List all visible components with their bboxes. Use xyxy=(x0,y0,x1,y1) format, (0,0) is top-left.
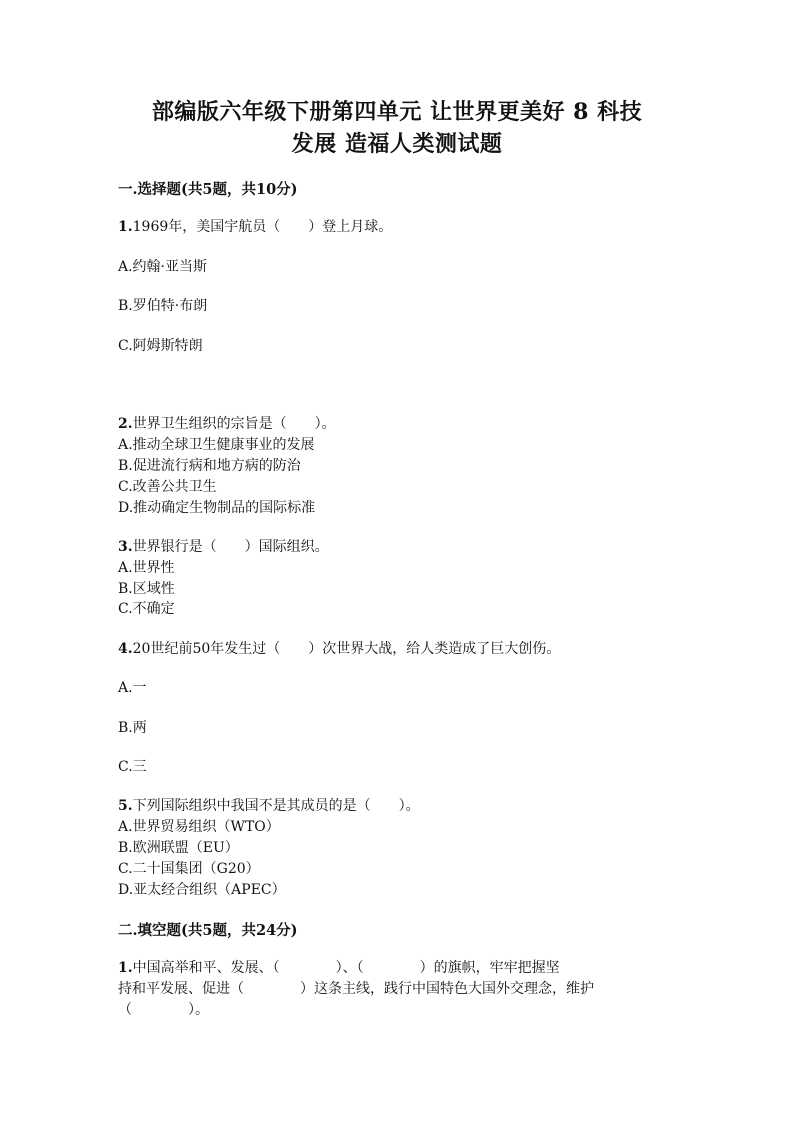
question-number: 2. xyxy=(118,416,133,432)
option-2a: A.推动全球卫生健康事业的发展 xyxy=(118,437,315,453)
option-4b: B.两 xyxy=(118,720,147,736)
option-3a: A.世界性 xyxy=(118,560,175,576)
option-5c: C.二十国集团（G20） xyxy=(118,861,260,877)
question-number: 1. xyxy=(118,960,133,976)
section-heading-fill-in: 二.填空题(共5题，共24分) xyxy=(118,922,298,939)
page-title-line-1: 部编版六年级下册第四单元 让世界更美好 8 科技 xyxy=(151,99,643,125)
option-1a: A.约翰·亚当斯 xyxy=(118,259,208,275)
option-1b: B.罗伯特·布朗 xyxy=(118,298,208,314)
section-heading-choice: 一.选择题(共5题，共10分) xyxy=(118,181,298,198)
fill-question-1-line-2: 持和平发展、促进（ ）这条主线，践行中国特色大国外交理念，维护 xyxy=(118,981,594,997)
question-number: 3. xyxy=(118,539,133,555)
fill-question-1-line-3: （ ）。 xyxy=(118,1002,209,1018)
option-2c: C.改善公共卫生 xyxy=(118,479,217,495)
option-5b: B.欧洲联盟（EU） xyxy=(118,840,239,856)
page-title-line-2: 发展 造福人类测试题 xyxy=(291,131,503,157)
question-number: 1. xyxy=(118,219,133,235)
question-text: 1969年，美国宇航员（ ）登上月球。 xyxy=(132,219,393,235)
question-text: 下列国际组织中我国不是其成员的是（ ）。 xyxy=(132,798,420,814)
option-4c: C.三 xyxy=(118,759,147,775)
option-5d: D.亚太经合组织（APEC） xyxy=(118,882,286,898)
question-text: 世界银行是（ ）国际组织。 xyxy=(132,539,329,555)
question-text: 20世纪前50年发生过（ ）次世界大战，给人类造成了巨大创伤。 xyxy=(132,641,561,657)
option-4a: A.一 xyxy=(118,680,147,696)
option-3c: C.不确定 xyxy=(118,601,175,617)
question-1 xyxy=(118,217,392,237)
question-2 xyxy=(118,414,336,434)
fill-question-1-line-1 xyxy=(118,958,560,978)
option-3b: B.区域性 xyxy=(118,581,175,597)
question-text: 中国高举和平、发展、（ ）、（ ）的旗帜，牢牢把握坚 xyxy=(132,960,560,976)
question-text: 世界卫生组织的宗旨是（ ）。 xyxy=(132,416,336,432)
question-5 xyxy=(118,796,420,816)
question-number: 5. xyxy=(118,798,133,814)
question-4 xyxy=(118,639,560,659)
option-1c: C.阿姆斯特朗 xyxy=(118,338,203,354)
option-5a: A.世界贸易组织（WTO） xyxy=(118,819,280,835)
question-3 xyxy=(118,537,329,557)
option-2d: D.推动确定生物制品的国际标准 xyxy=(118,500,316,516)
option-2b: B.促进流行病和地方病的防治 xyxy=(118,458,301,474)
question-number: 4. xyxy=(118,641,133,657)
